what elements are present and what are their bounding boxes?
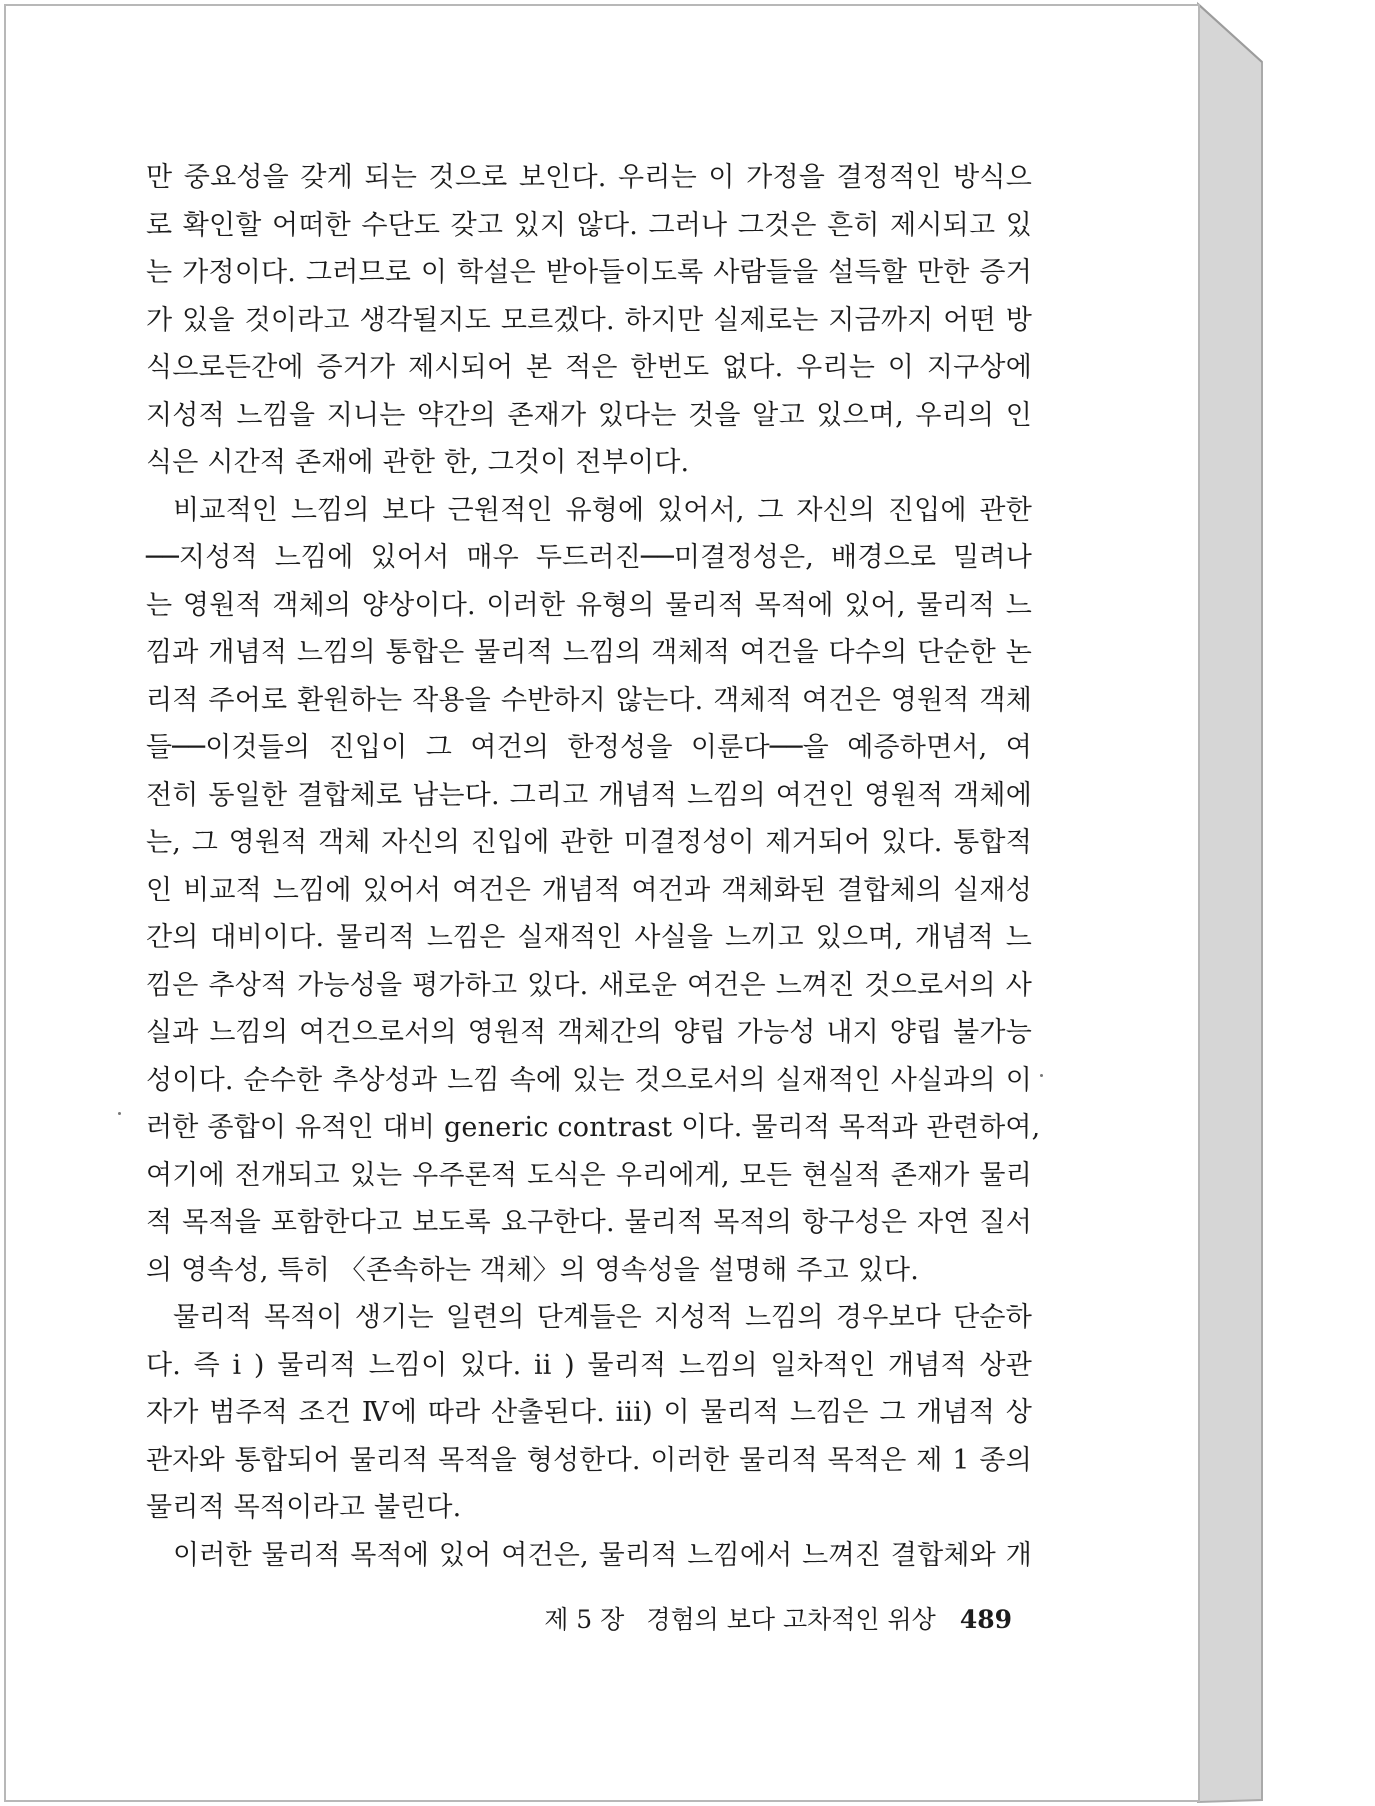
- text-line: 이러한 물리적 목적에 있어 여건은, 물리적 느낌에서 느껴진 결합체와 개: [173, 1539, 1032, 1571]
- running-footer: [146, 1600, 1012, 1636]
- text-line: 러한 종합이 유적인 대비 generic contrast 이다. 물리적 목적과 관련하여,: [146, 1112, 1041, 1143]
- text-line: 식은 시간적 존재에 관한 한, 그것이 전부이다.: [146, 447, 690, 478]
- page-sheet: [4, 4, 1200, 1802]
- text-line: 낌과 개념적 느낌의 통합은 물리적 느낌의 객체적 여건을 다수의 단순한 논: [146, 637, 1032, 668]
- text-line: 가 있을 것이라고 생각될지도 모르겠다. 하지만 실제로는 지금까지 어떤 방: [146, 304, 1032, 336]
- text-line: 자가 범주적 조건 Ⅳ에 따라 산출된다. iii) 이 물리적 느낌은 그 개념적 상: [146, 1397, 1032, 1428]
- text-line: 로 확인할 어떠한 수단도 갖고 있지 않다. 그러나 그것은 흔히 제시되고 있: [146, 209, 1032, 241]
- text-line: 관자와 통합되어 물리적 목적을 형성한다. 이러한 물리적 목적은 제 1 종의: [146, 1444, 1032, 1476]
- footer-chapter: 제 5 장: [544, 1605, 625, 1634]
- text-line: 물리적 목적이 생기는 일련의 단계들은 지성적 느낌의 경우보다 단순하: [173, 1302, 1032, 1333]
- text-line: 적 목적을 포함한다고 보도록 요구한다. 물리적 목적의 항구성은 자연 질서: [146, 1207, 1032, 1238]
- text-line: 는, 그 영원적 객체 자신의 진입에 관한 미결정성이 제거되어 있다. 통합적: [146, 827, 1032, 858]
- text-line: 물리적 목적이라고 불린다.: [146, 1492, 462, 1523]
- body-text: [146, 154, 1041, 1579]
- text-line: 실과 느낌의 여건으로서의 영원적 객체간의 양립 가능성 내지 양립 불가능: [146, 1017, 1032, 1048]
- page-number: 489: [959, 1605, 1012, 1634]
- text-line: 여기에 전개되고 있는 우주론적 도식은 우리에게, 모든 현실적 존재가 물리: [146, 1159, 1032, 1191]
- scan-speck: [1040, 1074, 1043, 1077]
- text-line: 의 영속성, 특히 〈존속하는 객체〉의 영속성을 설명해 주고 있다.: [146, 1254, 919, 1286]
- text-line: 인 비교적 느낌에 있어서 여건은 개념적 여건과 객체화된 결합체의 실재성: [146, 874, 1032, 906]
- text-line: 간의 대비이다. 물리적 느낌은 실재적인 사실을 느끼고 있으며, 개념적 느: [146, 922, 1032, 953]
- text-line: 는 영원적 객체의 양상이다. 이러한 유형의 물리적 목적에 있어, 물리적 느: [146, 589, 1032, 621]
- scan-speck: [118, 1112, 121, 1115]
- text-line: 식으로든간에 증거가 제시되어 본 적은 한번도 없다. 우리는 이 지구상에: [146, 352, 1032, 383]
- text-line: 다. 즉 i ) 물리적 느낌이 있다. ii ) 물리적 느낌의 일차적인 개념적 상관: [146, 1349, 1032, 1381]
- text-line: 리적 주어로 환원하는 작용을 수반하지 않는다. 객체적 여건은 영원적 객체: [146, 684, 1032, 716]
- text-line: 비교적인 느낌의 보다 근원적인 유형에 있어서, 그 자신의 진입에 관한: [173, 494, 1032, 526]
- text-line: 전히 동일한 결합체로 남는다. 그리고 개념적 느낌의 여건인 영원적 객체에: [146, 779, 1032, 811]
- text-line: 낌은 추상적 가능성을 평가하고 있다. 새로운 여건은 느껴진 것으로서의 사: [146, 969, 1032, 1001]
- text-line: 는 가정이다. 그러므로 이 학설은 받아들이도록 사람들을 설득할 만한 증거: [146, 257, 1032, 288]
- text-line: 들──이것들의 진입이 그 여건의 한정성을 이룬다──을 예증하면서, 여: [146, 732, 1032, 763]
- text-line: 만 중요성을 갖게 되는 것으로 보인다. 우리는 이 가정을 결정적인 방식으: [146, 162, 1032, 193]
- text-line: ──지성적 느낌에 있어서 매우 두드러진──미결정성은, 배경으로 밀려나: [146, 542, 1032, 573]
- footer-title: 경험의 보다 고차적인 위상: [646, 1605, 936, 1634]
- text-line: 성이다. 순수한 추상성과 느낌 속에 있는 것으로서의 실재적인 사실과의 이: [146, 1064, 1032, 1096]
- text-line: 지성적 느낌을 지니는 약간의 존재가 있다는 것을 알고 있으며, 우리의 인: [146, 399, 1032, 431]
